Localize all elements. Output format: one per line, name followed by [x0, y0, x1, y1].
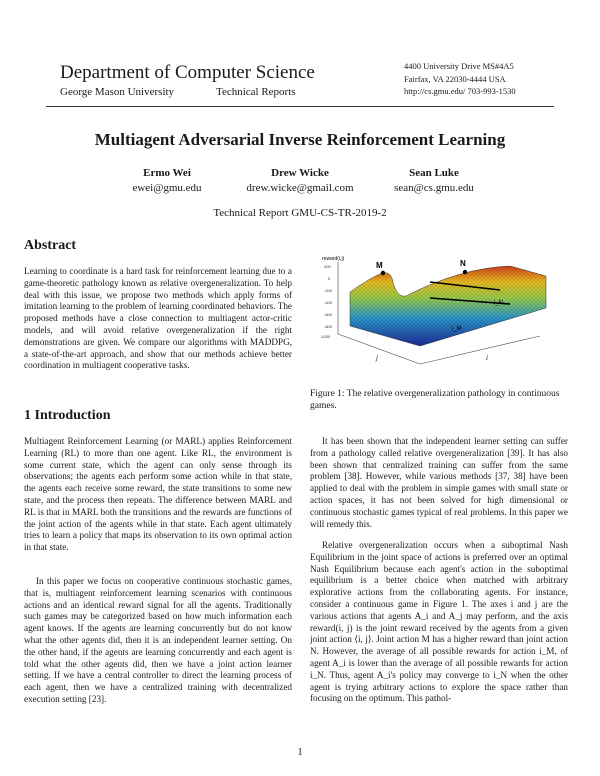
point-m-marker — [381, 271, 385, 275]
j-axis-label: j — [376, 354, 378, 362]
surface-mesh — [350, 266, 546, 346]
i-axis-label: i — [486, 354, 488, 362]
abstract-text: Learning to coordinate is a hard task for reinforcement learning due to a game-theoretic pathology known as relative overgeneralization. To help deal with this issue, we propose two methods which apply forms of imitation learning to the problem of learning coordinated behaviors. The proposed methods have a close connection to multiagent actor-critic models, and will avoid relative overgeneralization if the right demonstrations are given. We compare our algorithms with MADDPG, a state-of-the-art approach, and show that our methods achieve better coordination in multiagent cooperative tasks. — [24, 266, 292, 371]
author-block — [354, 166, 514, 196]
i-n-label: i_N — [494, 300, 504, 306]
address-line: http://cs.gmu.edu/ 703-993-1530 — [404, 86, 516, 96]
intro-paragraph: It has been shown that the independent learner setting can suffer from a pathology called relative overgeneralization [39]. It has also been shown that centralized training can suffer from the same problem [38]. However, while various methods [37, 38] have been applied to deal with the problem in simple games with small state or action spaces, it has not been solved for high dimensional or continuous stochastic games typical of real problems. In this paper we will remedy this. — [310, 436, 568, 529]
paper-title: Multiagent Adversarial Inverse Reinforcement Learning — [94, 130, 506, 149]
point-n-label: N — [460, 259, 466, 268]
abstract-heading: Abstract — [24, 238, 77, 253]
address-line: 4400 University Drive MS#4A5 — [404, 61, 514, 71]
z-tick: -600 — [324, 312, 333, 317]
figure-caption: Figure 1: The relative overgeneralization pathology in continuous games. — [310, 389, 560, 411]
z-tick: 200 — [324, 264, 331, 269]
report-number: Technical Report GMU-CS-TR-2019-2 — [213, 207, 387, 219]
z-tick: 0 — [328, 276, 331, 281]
section-heading-introduction: 1 Introduction — [24, 408, 111, 423]
author-name: Sean Luke — [409, 167, 459, 179]
report-series: Technical Reports — [216, 86, 296, 98]
z-tick: -1000 — [320, 334, 331, 339]
intro-paragraph: In this paper we focus on cooperative continuous stochastic games, that is, multiagent reinforcement learning scenarios with continuous actions and an identical reward signal for all the agents. Traditionally such games may be categorized based on how much information each agent knows. If the agents are learning concurrently but do not know what the other agents did, then it is an independent learner setting. On the other hand, if the agents are learning concurrently and each agent is told what the other agents did, then we have a joint action learner setting. If we have a central controller to direct the learning process of each agent, then we have a centralized training with decentralized execution setting [23]. — [24, 576, 292, 704]
university-name: George Mason University — [60, 86, 175, 98]
reward-surface-plot — [310, 248, 570, 378]
author-email: ewei@gmu.edu — [132, 182, 202, 194]
page-number: 1 — [297, 747, 303, 758]
author-email: drew.wicke@gmail.com — [246, 182, 354, 194]
department-name: Department of Computer Science — [60, 62, 315, 83]
intro-paragraph: Relative overgeneralization occurs when a suboptimal Nash Equilibrium in the joint space of actions is preferred over an optimal Nash Equilibrium because each agent's action in the suboptimal equilibrium is a better choice when matched with arbitrary explorative actions from the collaborating agents. For instance, consider a continuous game in Figure 1. The axes i and j are the various actions that agents A_i and A_j may perform, and the axis reward(i, j) is the joint reward received by the agents from a given joint action ⟨i, j⟩. Joint action M has a higher reward than joint action N. However, the average of all possible rewards for action i_M, of agent A_i is lower than the average of all possible rewards for action i_N. Thus, agent A_i's policy may converge to i_N when the other agent is trying arbitrary actions to explore the space rather than focusing on the optimum. This pathol- — [310, 540, 568, 704]
department-subline — [60, 86, 350, 98]
author-email: sean@cs.gmu.edu — [394, 182, 474, 194]
z-axis-label: reward(i,j) — [322, 256, 345, 262]
author-name: Drew Wicke — [271, 167, 329, 179]
point-n-marker — [463, 270, 467, 274]
z-tick: -800 — [324, 324, 333, 329]
z-tick: -400 — [324, 300, 333, 305]
header-rule — [46, 106, 554, 107]
figure-1 — [310, 248, 570, 378]
author-name: Ermo Wei — [143, 167, 191, 179]
intro-paragraph: Multiagent Reinforcement Learning (or MARL) applies Reinforcement Learning (RL) to more than one agent. Like RL, the environment is some current state, which the agent can only sense through its observations; the agents each perform some action while in that state, the agents each receive some reward, the state transitions to some new state, and the process then repeats. The difference between MARL and RL is that in MARL both the transitions and the rewards are functions of the joint action of the agents while in that state. Each agent ultimately tries to learn a policy that maps its observation to its own optimal action in that state. — [24, 436, 292, 553]
address-line: Fairfax, VA 22030-4444 USA — [404, 73, 506, 84]
point-m-label: M — [376, 261, 383, 270]
z-tick: -200 — [324, 288, 333, 293]
i-m-label: i_M — [452, 326, 462, 332]
department-address — [404, 60, 564, 98]
